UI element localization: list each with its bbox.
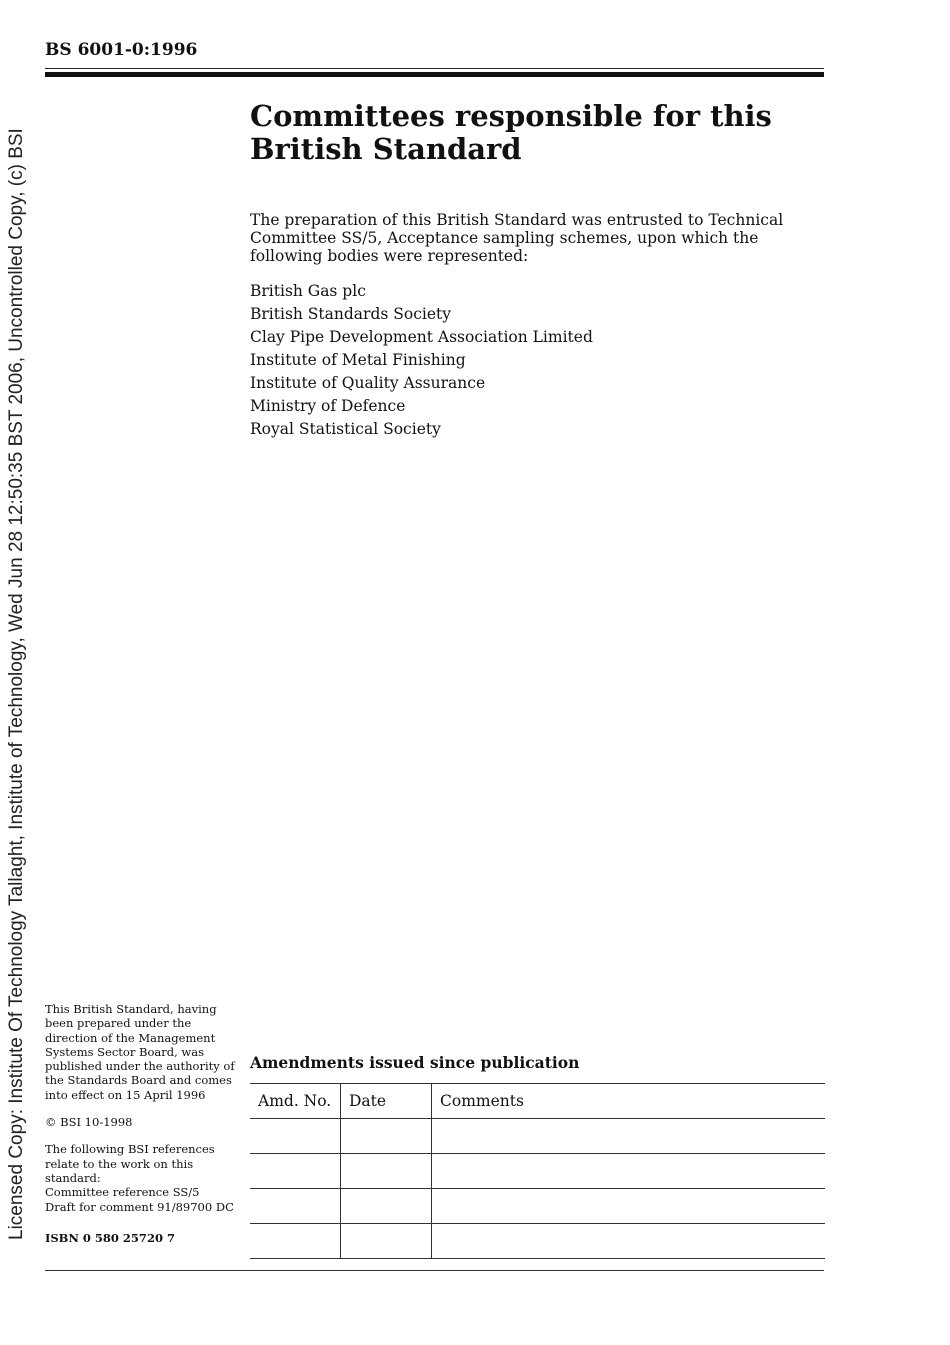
license-watermark: Licensed Copy: Institute Of Technology Tallaght, Institute of Technology, Wed Jun 28 12:50:35 BST 2006, Uncontrolled Copy, (c) BSI (6, 128, 27, 1240)
table-cell (341, 1154, 432, 1189)
list-item: British Standards Society (250, 305, 452, 323)
table-row (250, 1224, 825, 1259)
table-cell (250, 1189, 341, 1224)
list-item: Institute of Quality Assurance (250, 374, 486, 392)
table-cell (341, 1224, 432, 1259)
table-header-row (250, 1084, 825, 1119)
committee-reference: Committee reference SS/5 (45, 1185, 200, 1200)
copyright-notice: © BSI 10-1998 (45, 1115, 133, 1130)
represented-bodies-list (250, 281, 593, 442)
isbn: ISBN 0 580 25720 7 (45, 1230, 175, 1245)
references-block (45, 1142, 245, 1213)
publication-sidenote (45, 1002, 245, 1258)
page-title-line-2: British Standard (250, 132, 522, 166)
table-cell (341, 1119, 432, 1154)
list-item: Clay Pipe Development Association Limited (250, 328, 593, 346)
draft-reference: Draft for comment 91/89700 DC (45, 1199, 234, 1214)
table-cell (250, 1224, 341, 1259)
list-item: Royal Statistical Society (250, 420, 441, 438)
amendments-heading: Amendments issued since publication (250, 1053, 580, 1072)
column-header-date: Date (341, 1084, 432, 1119)
table-row (250, 1119, 825, 1154)
list-item: British Gas plc (250, 282, 366, 300)
list-item: Institute of Metal Finishing (250, 351, 466, 369)
page-title-line-1: Committees responsible for this (250, 99, 772, 133)
column-header-amd-no: Amd. No. (250, 1084, 341, 1119)
table-cell (432, 1154, 826, 1189)
table-cell (341, 1189, 432, 1224)
header-thick-rule (45, 72, 824, 77)
amendments-table (250, 1083, 825, 1259)
table-cell (432, 1119, 826, 1154)
footer-rule (45, 1270, 824, 1271)
publication-statement: This British Standard, having been prepared under the direction of the Management Systems Sector Board, was published under the authority of the Standards Board and comes into effect on 15 April 1996 (45, 1002, 235, 1102)
document-id: BS 6001-0:1996 (45, 40, 198, 60)
table-cell (432, 1224, 826, 1259)
table-cell (432, 1189, 826, 1224)
table-row (250, 1189, 825, 1224)
page-title (250, 100, 810, 166)
intro-paragraph: The preparation of this British Standard was entrusted to Technical Committee SS/5, Acceptance sampling schemes, upon which the following bodies were represented: (250, 211, 784, 265)
list-item: Ministry of Defence (250, 397, 406, 415)
table-row (250, 1154, 825, 1189)
table-cell (250, 1119, 341, 1154)
header-thin-rule (45, 68, 824, 69)
references-intro: The following BSI references relate to the work on this standard: (45, 1142, 215, 1185)
table-cell (250, 1154, 341, 1189)
column-header-comments: Comments (432, 1084, 826, 1119)
